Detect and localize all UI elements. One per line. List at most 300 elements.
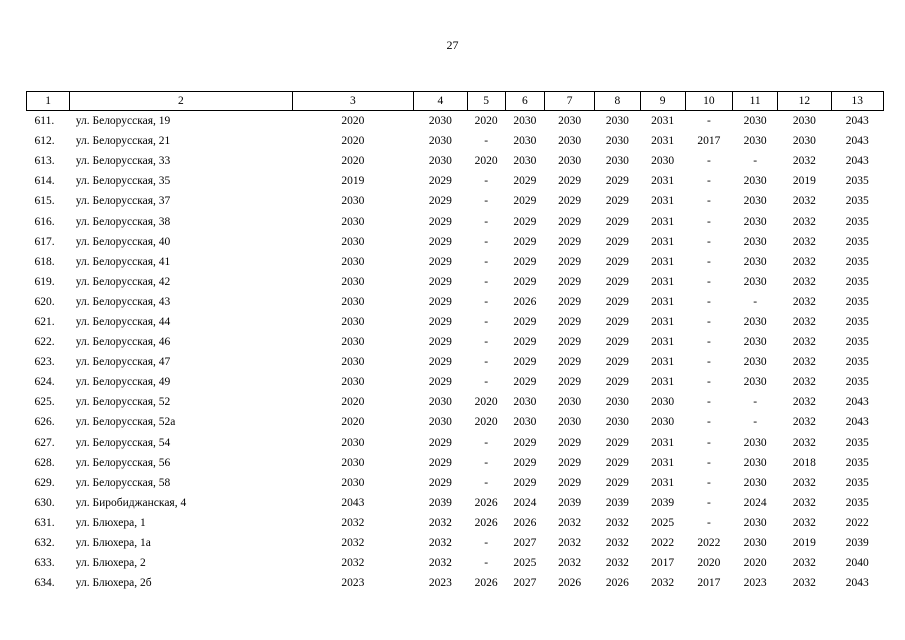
- year-cell: -: [706, 376, 711, 389]
- row-number: 619.: [34, 275, 55, 288]
- year-cell: 2040: [845, 557, 869, 570]
- year-cell: 2043: [845, 577, 869, 590]
- year-cell: -: [706, 436, 711, 449]
- year-cell: 2029: [558, 476, 582, 489]
- year-cell: -: [706, 476, 711, 489]
- year-cell: 2030: [743, 235, 767, 248]
- year-cell: 2030: [341, 275, 365, 288]
- year-cell: -: [706, 496, 711, 509]
- year-cell: 2029: [605, 235, 629, 248]
- year-cell: 2032: [558, 516, 582, 529]
- year-cell: 2032: [792, 436, 816, 449]
- year-cell: 2030: [341, 436, 365, 449]
- year-cell: 2030: [513, 396, 537, 409]
- year-cell: 2023: [428, 577, 452, 590]
- year-cell: 2039: [651, 496, 675, 509]
- year-cell: 2029: [558, 215, 582, 228]
- year-cell: 2030: [558, 396, 582, 409]
- year-cell: 2043: [845, 115, 869, 128]
- year-cell: -: [484, 356, 489, 369]
- year-cell: 2030: [743, 115, 767, 128]
- address-cell: ул. Биробиджанская, 4: [75, 496, 187, 509]
- year-cell: 2025: [651, 516, 675, 529]
- year-cell: 2029: [558, 295, 582, 308]
- year-cell: 2020: [341, 155, 365, 168]
- year-cell: 2031: [651, 356, 675, 369]
- year-cell: 2030: [341, 356, 365, 369]
- year-cell: 2039: [845, 537, 869, 550]
- year-cell: 2030: [428, 135, 452, 148]
- year-cell: 2032: [792, 356, 816, 369]
- year-cell: 2020: [697, 557, 721, 570]
- year-cell: 2022: [651, 537, 675, 550]
- year-cell: 2029: [513, 436, 537, 449]
- year-cell: 2029: [428, 295, 452, 308]
- year-cell: 2030: [513, 115, 537, 128]
- table-row: [27, 573, 884, 593]
- year-cell: 2029: [513, 215, 537, 228]
- year-cell: 2030: [743, 255, 767, 268]
- year-cell: 2030: [605, 135, 629, 148]
- table-row: [27, 131, 884, 151]
- year-cell: 2029: [605, 436, 629, 449]
- year-cell: 2043: [845, 416, 869, 429]
- year-cell: 2026: [558, 577, 582, 590]
- year-cell: 2017: [697, 135, 721, 148]
- address-cell: ул. Белорусская, 35: [75, 175, 171, 188]
- year-cell: 2032: [792, 295, 816, 308]
- year-cell: 2030: [513, 416, 537, 429]
- year-cell: -: [706, 215, 711, 228]
- year-cell: 2029: [558, 175, 582, 188]
- column-header: 3: [292, 92, 414, 111]
- column-header: 12: [778, 92, 831, 111]
- year-cell: 2032: [792, 195, 816, 208]
- year-cell: 2030: [743, 215, 767, 228]
- year-cell: 2026: [513, 516, 537, 529]
- year-cell: -: [753, 295, 758, 308]
- year-cell: 2026: [474, 516, 498, 529]
- address-cell: ул. Белорусская, 37: [75, 195, 171, 208]
- year-cell: 2029: [513, 175, 537, 188]
- year-cell: 2035: [845, 235, 869, 248]
- year-cell: 2032: [558, 537, 582, 550]
- year-cell: -: [484, 336, 489, 349]
- address-cell: ул. Белорусская, 38: [75, 215, 171, 228]
- year-cell: 2029: [558, 356, 582, 369]
- year-cell: -: [706, 315, 711, 328]
- year-cell: 2030: [743, 456, 767, 469]
- address-cell: ул. Белорусская, 44: [75, 315, 171, 328]
- header-row: [27, 92, 884, 111]
- year-cell: 2030: [341, 295, 365, 308]
- year-cell: 2043: [845, 155, 869, 168]
- year-cell: 2030: [743, 516, 767, 529]
- year-cell: 2030: [743, 436, 767, 449]
- year-cell: 2032: [792, 155, 816, 168]
- year-cell: 2019: [341, 175, 365, 188]
- column-header: 2: [70, 92, 292, 111]
- year-cell: 2039: [428, 496, 452, 509]
- table-row: [27, 171, 884, 191]
- column-header: 10: [685, 92, 732, 111]
- year-cell: 2029: [558, 255, 582, 268]
- year-cell: 2032: [792, 255, 816, 268]
- year-cell: 2031: [651, 255, 675, 268]
- year-cell: 2032: [428, 537, 452, 550]
- year-cell: 2026: [605, 577, 629, 590]
- year-cell: 2029: [428, 436, 452, 449]
- column-header: 11: [733, 92, 778, 111]
- year-cell: 2026: [513, 295, 537, 308]
- page-number: 27: [446, 38, 459, 52]
- year-cell: 2032: [605, 516, 629, 529]
- year-cell: 2029: [605, 255, 629, 268]
- year-cell: -: [753, 396, 758, 409]
- address-cell: ул. Блюхера, 2: [75, 557, 146, 570]
- year-cell: 2031: [651, 235, 675, 248]
- year-cell: 2030: [341, 456, 365, 469]
- year-cell: -: [484, 135, 489, 148]
- year-cell: 2032: [792, 275, 816, 288]
- column-header: 7: [544, 92, 594, 111]
- year-cell: 2029: [513, 456, 537, 469]
- column-header: 5: [467, 92, 505, 111]
- year-cell: 2029: [558, 275, 582, 288]
- address-cell: ул. Блюхера, 1а: [75, 537, 151, 550]
- year-cell: -: [484, 537, 489, 550]
- year-cell: 2029: [428, 376, 452, 389]
- year-cell: -: [706, 175, 711, 188]
- year-cell: 2029: [428, 456, 452, 469]
- year-cell: 2030: [792, 115, 816, 128]
- year-cell: 2035: [845, 376, 869, 389]
- year-cell: 2030: [743, 376, 767, 389]
- address-cell: ул. Белорусская, 42: [75, 275, 171, 288]
- year-cell: -: [706, 456, 711, 469]
- year-cell: 2020: [341, 416, 365, 429]
- year-cell: 2032: [792, 215, 816, 228]
- row-number: 622.: [34, 336, 55, 349]
- year-cell: -: [484, 476, 489, 489]
- year-cell: -: [484, 215, 489, 228]
- year-cell: 2029: [605, 376, 629, 389]
- year-cell: 2032: [428, 557, 452, 570]
- year-cell: 2029: [513, 336, 537, 349]
- year-cell: 2030: [651, 396, 675, 409]
- address-cell: ул. Белорусская, 52а: [75, 416, 176, 429]
- year-cell: 2019: [792, 537, 816, 550]
- year-cell: 2029: [513, 356, 537, 369]
- row-number: 626.: [34, 416, 55, 429]
- data-table: [26, 91, 884, 593]
- year-cell: 2030: [341, 476, 365, 489]
- year-cell: 2029: [558, 195, 582, 208]
- row-number: 617.: [34, 235, 55, 248]
- year-cell: 2031: [651, 436, 675, 449]
- year-cell: 2032: [792, 476, 816, 489]
- row-number: 630.: [34, 496, 55, 509]
- year-cell: 2025: [513, 557, 537, 570]
- year-cell: 2032: [792, 376, 816, 389]
- year-cell: 2030: [558, 115, 582, 128]
- table-body: [27, 111, 884, 594]
- year-cell: 2029: [513, 235, 537, 248]
- year-cell: -: [706, 336, 711, 349]
- row-number: 631.: [34, 516, 55, 529]
- year-cell: 2031: [651, 456, 675, 469]
- column-header: 4: [414, 92, 467, 111]
- year-cell: 2035: [845, 496, 869, 509]
- year-cell: 2022: [845, 516, 869, 529]
- year-cell: 2029: [513, 315, 537, 328]
- year-cell: 2029: [605, 315, 629, 328]
- year-cell: 2020: [341, 115, 365, 128]
- year-cell: 2029: [558, 376, 582, 389]
- year-cell: 2029: [428, 235, 452, 248]
- year-cell: 2029: [428, 195, 452, 208]
- row-number: 628.: [34, 456, 55, 469]
- year-cell: 2023: [341, 577, 365, 590]
- year-cell: 2032: [792, 496, 816, 509]
- table-row: [27, 232, 884, 252]
- year-cell: 2020: [743, 557, 767, 570]
- row-number: 618.: [34, 255, 55, 268]
- year-cell: 2029: [428, 175, 452, 188]
- year-cell: 2030: [558, 135, 582, 148]
- year-cell: 2029: [513, 255, 537, 268]
- year-cell: 2031: [651, 275, 675, 288]
- year-cell: 2029: [513, 476, 537, 489]
- year-cell: 2032: [558, 557, 582, 570]
- row-number: 634.: [34, 577, 55, 590]
- table-row: [27, 151, 884, 171]
- year-cell: 2029: [605, 476, 629, 489]
- year-cell: 2039: [558, 496, 582, 509]
- year-cell: -: [706, 295, 711, 308]
- year-cell: 2024: [743, 496, 767, 509]
- table-row: [27, 493, 884, 513]
- year-cell: 2030: [743, 476, 767, 489]
- year-cell: -: [484, 376, 489, 389]
- year-cell: 2029: [558, 336, 582, 349]
- year-cell: 2018: [792, 456, 816, 469]
- year-cell: 2030: [651, 155, 675, 168]
- address-cell: ул. Белорусская, 49: [75, 376, 171, 389]
- year-cell: 2029: [428, 215, 452, 228]
- year-cell: 2030: [743, 537, 767, 550]
- year-cell: 2027: [513, 537, 537, 550]
- year-cell: 2032: [792, 396, 816, 409]
- year-cell: 2026: [474, 496, 498, 509]
- year-cell: 2029: [558, 456, 582, 469]
- year-cell: 2029: [605, 456, 629, 469]
- year-cell: 2031: [651, 215, 675, 228]
- year-cell: 2032: [792, 336, 816, 349]
- year-cell: 2029: [513, 376, 537, 389]
- address-cell: ул. Белорусская, 40: [75, 235, 171, 248]
- address-cell: ул. Белорусская, 56: [75, 456, 171, 469]
- year-cell: 2020: [474, 115, 498, 128]
- year-cell: -: [753, 416, 758, 429]
- year-cell: 2030: [743, 195, 767, 208]
- year-cell: 2030: [605, 396, 629, 409]
- table-row: [27, 191, 884, 211]
- year-cell: -: [706, 115, 711, 128]
- year-cell: 2032: [792, 557, 816, 570]
- year-cell: 2030: [558, 416, 582, 429]
- year-cell: 2030: [428, 416, 452, 429]
- year-cell: 2029: [605, 336, 629, 349]
- year-cell: 2030: [558, 155, 582, 168]
- table-row: [27, 473, 884, 493]
- year-cell: 2035: [845, 436, 869, 449]
- row-number: 632.: [34, 537, 55, 550]
- year-cell: 2030: [743, 336, 767, 349]
- year-cell: 2029: [428, 356, 452, 369]
- year-cell: -: [706, 416, 711, 429]
- year-cell: 2035: [845, 336, 869, 349]
- year-cell: 2031: [651, 336, 675, 349]
- year-cell: -: [706, 255, 711, 268]
- year-cell: 2029: [558, 315, 582, 328]
- year-cell: 2032: [341, 516, 365, 529]
- year-cell: 2035: [845, 456, 869, 469]
- year-cell: 2035: [845, 356, 869, 369]
- year-cell: 2030: [428, 396, 452, 409]
- table-row: [27, 453, 884, 473]
- year-cell: 2030: [605, 155, 629, 168]
- row-number: 616.: [34, 215, 55, 228]
- year-cell: 2029: [428, 255, 452, 268]
- table-row: [27, 372, 884, 392]
- address-cell: ул. Белорусская, 47: [75, 356, 171, 369]
- year-cell: 2032: [651, 577, 675, 590]
- year-cell: -: [484, 235, 489, 248]
- year-cell: 2029: [428, 275, 452, 288]
- year-cell: 2030: [341, 376, 365, 389]
- year-cell: 2035: [845, 255, 869, 268]
- year-cell: 2030: [428, 115, 452, 128]
- year-cell: -: [484, 557, 489, 570]
- year-cell: 2032: [341, 557, 365, 570]
- row-number: 614.: [34, 175, 55, 188]
- address-cell: ул. Белорусская, 19: [75, 115, 171, 128]
- column-header: 8: [595, 92, 640, 111]
- year-cell: -: [484, 175, 489, 188]
- year-cell: 2043: [845, 396, 869, 409]
- year-cell: 2032: [792, 315, 816, 328]
- year-cell: 2020: [474, 155, 498, 168]
- year-cell: 2039: [605, 496, 629, 509]
- year-cell: 2017: [697, 577, 721, 590]
- year-cell: 2029: [605, 356, 629, 369]
- table-row: [27, 211, 884, 231]
- year-cell: 2024: [513, 496, 537, 509]
- row-number: 613.: [34, 155, 55, 168]
- year-cell: 2029: [513, 275, 537, 288]
- column-header: 6: [505, 92, 544, 111]
- row-number: 621.: [34, 315, 55, 328]
- table-row: [27, 433, 884, 453]
- year-cell: 2031: [651, 376, 675, 389]
- year-cell: 2035: [845, 175, 869, 188]
- year-cell: -: [484, 195, 489, 208]
- year-cell: 2032: [605, 557, 629, 570]
- year-cell: 2032: [605, 537, 629, 550]
- table-row: [27, 513, 884, 533]
- year-cell: 2030: [651, 416, 675, 429]
- year-cell: -: [706, 356, 711, 369]
- table-row: [27, 553, 884, 573]
- year-cell: -: [484, 436, 489, 449]
- year-cell: 2030: [743, 275, 767, 288]
- address-cell: ул. Белорусская, 52: [75, 396, 171, 409]
- column-header: 9: [640, 92, 685, 111]
- year-cell: 2029: [428, 315, 452, 328]
- year-cell: 2019: [792, 175, 816, 188]
- address-cell: ул. Белорусская, 33: [75, 155, 171, 168]
- year-cell: 2020: [341, 396, 365, 409]
- year-cell: -: [484, 295, 489, 308]
- row-number: 633.: [34, 557, 55, 570]
- year-cell: 2030: [513, 155, 537, 168]
- year-cell: 2030: [341, 195, 365, 208]
- year-cell: 2032: [792, 235, 816, 248]
- year-cell: 2035: [845, 476, 869, 489]
- address-cell: ул. Белорусская, 43: [75, 295, 171, 308]
- year-cell: 2023: [743, 577, 767, 590]
- table-row: [27, 292, 884, 312]
- year-cell: 2032: [428, 516, 452, 529]
- year-cell: 2032: [792, 416, 816, 429]
- year-cell: 2030: [428, 155, 452, 168]
- year-cell: 2029: [428, 336, 452, 349]
- year-cell: 2035: [845, 315, 869, 328]
- table-row: [27, 352, 884, 372]
- year-cell: 2031: [651, 315, 675, 328]
- year-cell: 2030: [513, 135, 537, 148]
- year-cell: 2030: [605, 115, 629, 128]
- year-cell: -: [706, 275, 711, 288]
- year-cell: -: [706, 155, 711, 168]
- row-number: 627.: [34, 436, 55, 449]
- row-number: 620.: [34, 295, 55, 308]
- year-cell: -: [484, 255, 489, 268]
- table-row: [27, 252, 884, 272]
- row-number: 625.: [34, 396, 55, 409]
- year-cell: 2030: [341, 336, 365, 349]
- year-cell: 2020: [474, 416, 498, 429]
- year-cell: 2030: [743, 315, 767, 328]
- year-cell: 2030: [743, 135, 767, 148]
- column-header: 13: [831, 92, 883, 111]
- year-cell: 2035: [845, 275, 869, 288]
- year-cell: 2031: [651, 195, 675, 208]
- table-row: [27, 533, 884, 553]
- year-cell: 2029: [605, 175, 629, 188]
- address-cell: ул. Блюхера, 2б: [75, 577, 152, 590]
- year-cell: 2029: [605, 215, 629, 228]
- year-cell: 2029: [428, 476, 452, 489]
- year-cell: 2035: [845, 215, 869, 228]
- table-row: [27, 392, 884, 412]
- year-cell: -: [706, 396, 711, 409]
- year-cell: 2032: [792, 577, 816, 590]
- year-cell: 2030: [792, 135, 816, 148]
- year-cell: 2020: [341, 135, 365, 148]
- year-cell: 2030: [341, 215, 365, 228]
